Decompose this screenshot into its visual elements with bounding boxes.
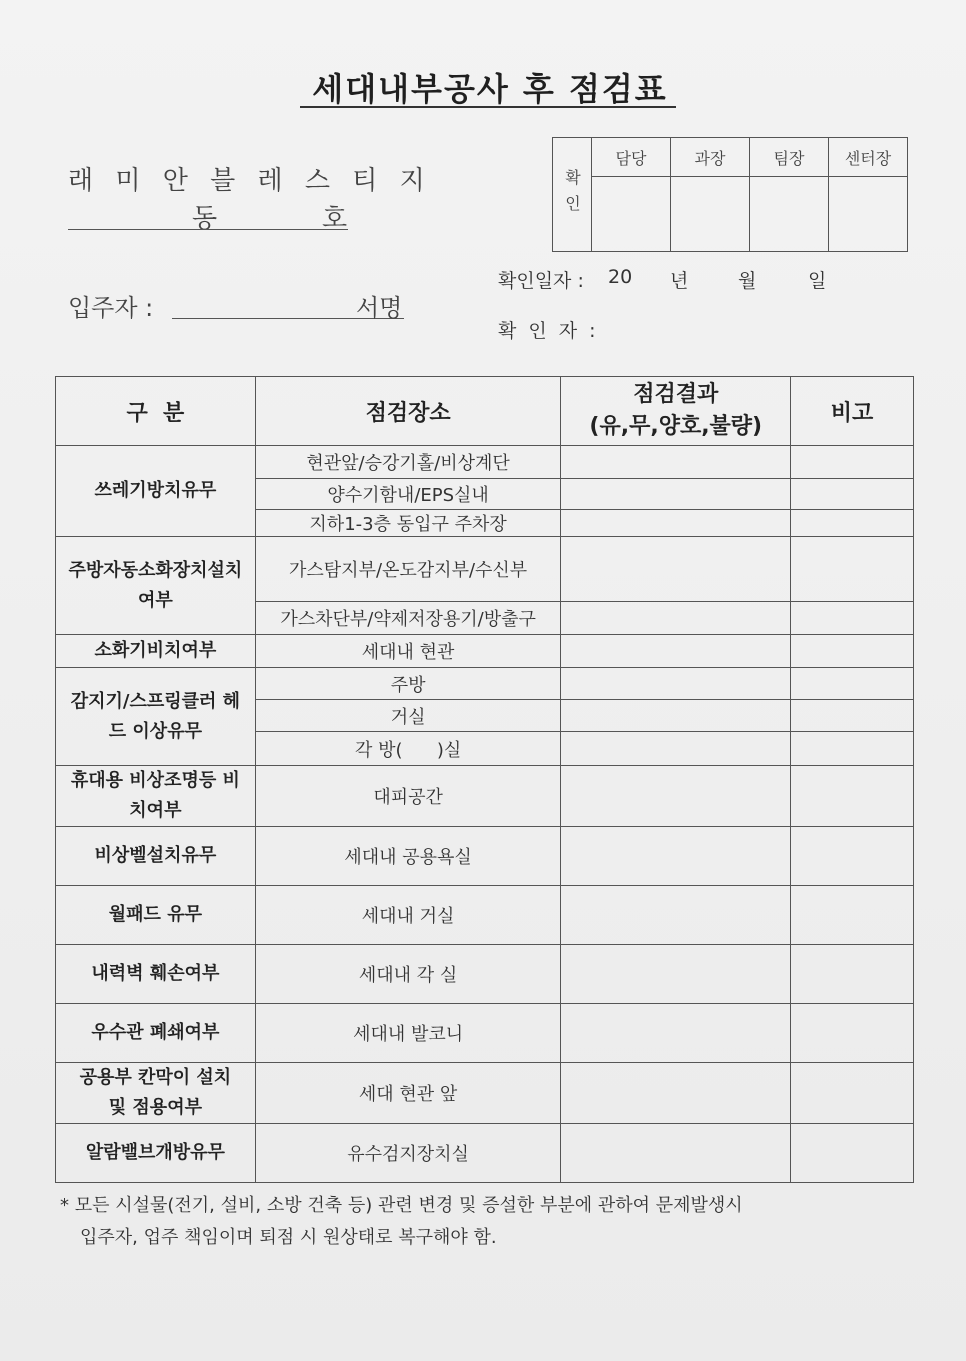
header-category: 구 분 bbox=[56, 377, 256, 446]
location-cell: 가스탐지부/온도감지부/수신부 bbox=[255, 537, 561, 602]
category-cell: 알람밸브개방유무 bbox=[56, 1124, 256, 1183]
remark-cell[interactable] bbox=[791, 886, 914, 945]
title-underline bbox=[300, 106, 676, 108]
month-label: 월 bbox=[738, 270, 757, 292]
form-title: 세대내부공사 후 점검표 bbox=[312, 70, 668, 108]
tenant-label: 입주자 : bbox=[68, 294, 154, 322]
table-row bbox=[56, 886, 914, 945]
category-cell: 비상벨설치유무 bbox=[56, 827, 256, 886]
remark-cell[interactable] bbox=[791, 537, 914, 602]
footnote-line-1: * 모든 시설물(전기, 설비, 소방 건축 등) 관련 변경 및 증설한 부분에 관하여 문제발생시 bbox=[60, 1195, 743, 1216]
footnote bbox=[60, 1190, 900, 1254]
approval-header-team-lead: 팀장 bbox=[750, 138, 829, 177]
table-row bbox=[56, 827, 914, 886]
location-cell: 현관앞/승강기홀/비상계단 bbox=[255, 446, 561, 479]
category-cell: 휴대용 비상조명등 비치여부 bbox=[56, 766, 256, 827]
result-cell[interactable] bbox=[561, 510, 791, 537]
table-row bbox=[56, 1124, 914, 1183]
header-location: 점검장소 bbox=[255, 377, 561, 446]
header-remark: 비고 bbox=[791, 377, 914, 446]
result-cell[interactable] bbox=[561, 1124, 791, 1183]
table-row bbox=[56, 446, 914, 479]
header-result-options: (유,무,양호,불량) bbox=[589, 414, 763, 439]
result-cell[interactable] bbox=[561, 827, 791, 886]
table-row bbox=[56, 635, 914, 668]
apartment-name: 래 미 안 블 레 스 티 지 bbox=[68, 166, 432, 196]
result-cell[interactable] bbox=[561, 700, 791, 732]
day-label: 일 bbox=[808, 270, 827, 292]
approval-sign-team-lead[interactable] bbox=[750, 177, 829, 252]
remark-cell[interactable] bbox=[791, 635, 914, 668]
remark-cell[interactable] bbox=[791, 700, 914, 732]
approval-sign-staff[interactable] bbox=[592, 177, 671, 252]
location-cell: 거실 bbox=[255, 700, 561, 732]
table-row bbox=[56, 945, 914, 1004]
location-cell: 세대내 공용욕실 bbox=[255, 827, 561, 886]
result-cell[interactable] bbox=[561, 635, 791, 668]
remark-cell[interactable] bbox=[791, 446, 914, 479]
table-row bbox=[56, 766, 914, 827]
approval-box bbox=[552, 137, 908, 252]
confirm-date-label: 확인일자 : bbox=[498, 270, 584, 292]
result-cell[interactable] bbox=[561, 1004, 791, 1063]
approval-sign-manager[interactable] bbox=[671, 177, 750, 252]
location-cell: 양수기함내/EPS실내 bbox=[255, 479, 561, 510]
location-cell: 세대 현관 앞 bbox=[255, 1063, 561, 1124]
result-cell[interactable] bbox=[561, 945, 791, 1004]
result-cell[interactable] bbox=[561, 446, 791, 479]
footnote-line-2: 입주자, 업주 책임이며 퇴점 시 원상태로 복구해야 함. bbox=[80, 1227, 497, 1248]
category-cell: 주방자동소화장치설치여부 bbox=[56, 537, 256, 635]
dong-label: 동 bbox=[192, 204, 218, 234]
result-cell[interactable] bbox=[561, 886, 791, 945]
result-cell[interactable] bbox=[561, 668, 791, 700]
remark-cell[interactable] bbox=[791, 1063, 914, 1124]
location-cell: 가스차단부/약제저장용기/방출구 bbox=[255, 602, 561, 635]
approval-side-label: 확인 bbox=[553, 138, 592, 252]
location-cell: 지하1-3층 동입구 주차장 bbox=[255, 510, 561, 537]
approval-sign-center-head[interactable] bbox=[829, 177, 908, 252]
remark-cell[interactable] bbox=[791, 1004, 914, 1063]
header-result-title: 점검결과 bbox=[633, 382, 719, 407]
header-result bbox=[561, 377, 791, 446]
confirmer-label: 확 인 자 : bbox=[498, 320, 599, 342]
remark-cell[interactable] bbox=[791, 732, 914, 766]
inspection-table bbox=[55, 376, 914, 1183]
category-cell: 소화기비치여부 bbox=[56, 635, 256, 668]
remark-cell[interactable] bbox=[791, 945, 914, 1004]
table-header-row bbox=[56, 377, 914, 446]
location-cell: 각 방( )실 bbox=[255, 732, 561, 766]
table-row bbox=[56, 668, 914, 700]
location-cell: 주방 bbox=[255, 668, 561, 700]
remark-cell[interactable] bbox=[791, 668, 914, 700]
remark-cell[interactable] bbox=[791, 479, 914, 510]
category-cell: 공용부 칸막이 설치 및 점용여부 bbox=[56, 1063, 256, 1124]
result-cell[interactable] bbox=[561, 602, 791, 635]
remark-cell[interactable] bbox=[791, 510, 914, 537]
result-cell[interactable] bbox=[561, 479, 791, 510]
approval-header-manager: 과장 bbox=[671, 138, 750, 177]
remark-cell[interactable] bbox=[791, 766, 914, 827]
category-cell: 감지기/스프링클러 헤드 이상유무 bbox=[56, 668, 256, 766]
remark-cell[interactable] bbox=[791, 827, 914, 886]
category-cell: 월패드 유무 bbox=[56, 886, 256, 945]
table-row bbox=[56, 537, 914, 602]
category-cell: 내력벽 훼손여부 bbox=[56, 945, 256, 1004]
confirm-date-year-prefix: 20 bbox=[608, 266, 633, 288]
table-row bbox=[56, 1063, 914, 1124]
location-cell: 세대내 각 실 bbox=[255, 945, 561, 1004]
location-cell: 세대내 거실 bbox=[255, 886, 561, 945]
location-cell: 유수검지장치실 bbox=[255, 1124, 561, 1183]
result-cell[interactable] bbox=[561, 537, 791, 602]
location-cell: 대피공간 bbox=[255, 766, 561, 827]
table-row bbox=[56, 1004, 914, 1063]
remark-cell[interactable] bbox=[791, 1124, 914, 1183]
remark-cell[interactable] bbox=[791, 602, 914, 635]
location-cell: 세대내 발코니 bbox=[255, 1004, 561, 1063]
address-underline bbox=[68, 229, 348, 230]
category-cell: 쓰레기방치유무 bbox=[56, 446, 256, 537]
result-cell[interactable] bbox=[561, 766, 791, 827]
category-cell: 우수관 폐쇄여부 bbox=[56, 1004, 256, 1063]
result-cell[interactable] bbox=[561, 732, 791, 766]
signature-label: 서명 bbox=[356, 294, 403, 322]
year-label: 년 bbox=[670, 270, 689, 292]
ho-label: 호 bbox=[322, 204, 348, 234]
location-cell: 세대내 현관 bbox=[255, 635, 561, 668]
approval-header-staff: 담당 bbox=[592, 138, 671, 177]
result-cell[interactable] bbox=[561, 1063, 791, 1124]
approval-header-center-head: 센터장 bbox=[829, 138, 908, 177]
